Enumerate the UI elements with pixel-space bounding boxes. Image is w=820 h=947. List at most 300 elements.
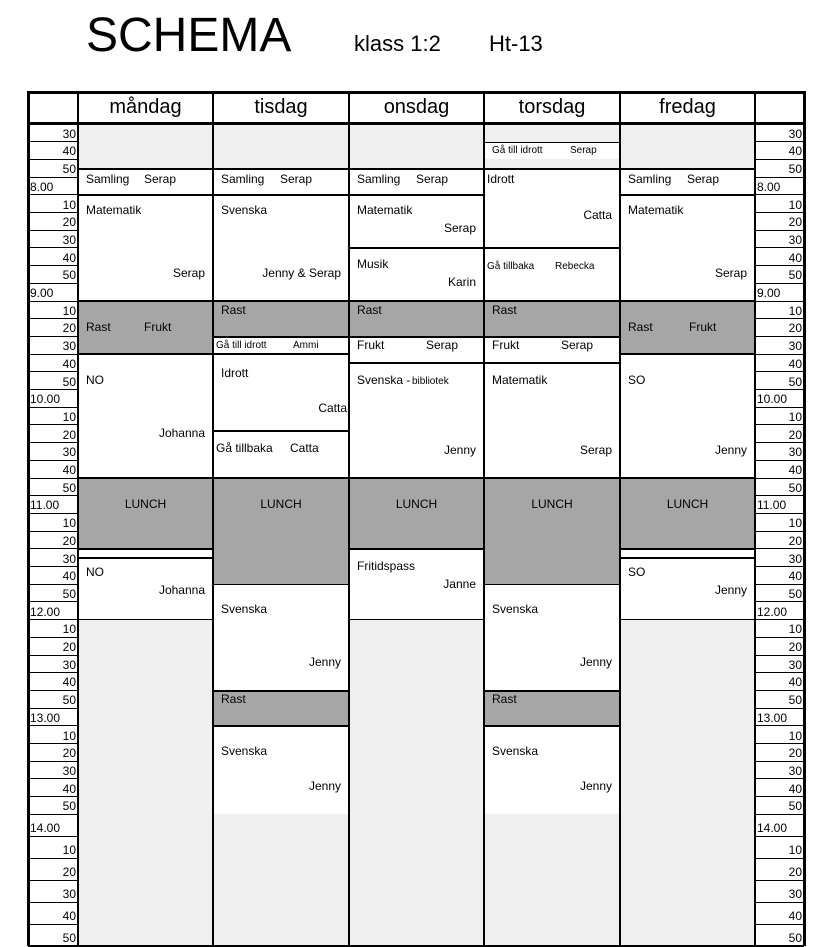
time-row-line [755,548,804,549]
event-text: Svenska [221,202,268,217]
block-border [78,558,213,559]
block-border [620,478,755,479]
time-row-line [755,814,804,815]
time-row-line [28,601,78,602]
schedule-block [349,620,484,947]
time-label-left: 40 [62,356,76,371]
event-text: Svenska - [357,372,411,387]
time-label-left: 40 [62,569,76,584]
time-row-line [755,637,804,638]
time-row-line [28,301,78,302]
block-border [349,363,484,364]
time-label-left: 10 [62,843,76,858]
block-border [78,301,213,302]
schedule-block [78,478,213,549]
time-label-right: 20 [788,427,802,442]
time-row-line [28,725,78,726]
schedule-block [620,478,755,549]
time-row-line [755,389,804,390]
time-label-right: 20 [788,865,802,880]
time-label-left: 30 [62,763,76,778]
event-text: Samling [357,172,401,187]
time-label-left: 10 [62,728,76,743]
event-text: Fritidspass [357,558,416,573]
time-row-line [755,495,804,496]
schedule-block [213,584,349,690]
event-text: Gå tillbaka [487,260,535,272]
block-border [213,726,349,727]
event-text: Serap [570,144,597,156]
day-header: tisdag [254,96,308,118]
time-label-right: 50 [788,374,802,389]
time-label-left: 10 [62,622,76,637]
block-border [484,584,620,585]
time-row-line [755,177,804,178]
time-label-right: 12.00 [757,604,788,619]
event-text: Rast [492,303,517,317]
schedule-block [349,478,484,549]
time-row-line [755,778,804,779]
block-border [620,168,755,169]
time-row-line [755,924,804,925]
time-label-right: 30 [788,232,802,247]
time-row-line [755,265,804,266]
time-row-line [755,159,804,160]
time-label-left: 12.00 [30,604,61,619]
schedule-block [349,336,484,363]
schedule-block [349,168,484,195]
time-label-right: 10 [788,728,802,743]
schedule-block [213,690,349,725]
schedule-block [213,168,349,195]
event-text: Idrott [221,366,249,381]
block-border [484,301,620,302]
time-row-line [28,265,78,266]
time-label-left: 50 [62,374,76,389]
time-label-right: 10 [788,303,802,318]
time-row-line [755,371,804,372]
time-row-line [28,336,78,337]
block-border [213,195,349,196]
time-label-right: 10.00 [757,392,788,407]
schedule-block [620,620,755,947]
header-bottom-border [28,122,804,125]
event-text: Ammi [293,340,319,352]
schedule-block [484,336,620,363]
event-text: Svenska [221,743,268,758]
schedule-block [484,478,620,584]
time-row-line [755,354,804,355]
event-text: Serap [426,338,459,353]
event-text: Serap [687,172,720,187]
time-row-line [28,672,78,673]
event-text: Jenny [579,778,612,793]
block-border [349,168,484,169]
event-text: Svenska [492,743,539,758]
schedule-block [484,690,620,725]
time-label-right: 10 [788,516,802,531]
time-label-right: 11.00 [757,498,787,513]
time-label-right: 50 [788,799,802,814]
event-text: LUNCH [531,497,573,511]
time-label-right: 50 [788,586,802,601]
event-text: Jenny [579,655,612,670]
time-row-line [28,442,78,443]
block-border [213,690,349,691]
time-label-right: 20 [788,215,802,230]
time-row-line [755,513,804,514]
event-text: Frukt [357,338,385,353]
time-row-line [755,796,804,797]
event-text: Serap [561,338,594,353]
block-border [484,690,620,691]
event-text: Idrott [487,172,515,187]
time-row-line [28,141,78,142]
block-border [620,558,755,559]
time-row-line [755,655,804,656]
schedule-block [213,354,349,430]
time-row-line [755,336,804,337]
time-label-left: 30 [62,887,76,902]
block-border [78,354,213,355]
event-text: Jenny [714,582,747,597]
time-label-left: 50 [62,162,76,177]
day-header: torsdag [518,96,586,118]
block-border [78,195,213,196]
schedule-block [620,301,755,354]
time-row-line [28,354,78,355]
block-border [213,301,349,302]
time-row-line [28,389,78,390]
time-label-right: 40 [788,250,802,265]
event-text: Frukt [492,338,520,353]
time-label-left: 50 [62,931,76,946]
event-text: Catta [318,401,347,416]
event-text: LUNCH [124,497,167,511]
time-row-line [755,601,804,602]
time-label-left: 14.00 [30,821,61,836]
time-row-line [28,478,78,479]
time-label-right: 10 [788,622,802,637]
page-title: SCHEMA [86,9,292,62]
time-row-line [28,194,78,195]
time-label-left: 10 [62,197,76,212]
time-row-line [755,619,804,620]
block-border [620,195,755,196]
time-label-right: 20 [788,746,802,761]
time-label-left: 10.00 [30,392,61,407]
time-row-line [755,212,804,213]
time-row-line [28,836,78,837]
schedule-block [484,142,620,160]
time-label-left: 40 [62,675,76,690]
block-border [349,336,484,337]
time-label-left: 40 [62,144,76,159]
time-label-right: 30 [788,551,802,566]
schedule-block [484,726,620,815]
event-text: Samling [86,172,130,187]
time-label-left: 9.00 [30,286,54,300]
schedule-block [213,726,349,815]
time-row-line [28,212,78,213]
schedule-block [620,124,755,168]
time-label-left: 40 [62,781,76,796]
time-row-line [755,743,804,744]
time-label-right: 50 [788,931,802,946]
schedule-block [620,168,755,195]
time-label-left: 8.00 [30,179,54,194]
time-label-right: 40 [788,356,802,371]
time-label-left: 20 [62,427,76,442]
event-text: Matematik [492,372,548,387]
time-row-line [28,708,78,709]
event-text: Samling [628,172,672,187]
block-border [484,142,620,143]
block-border [484,168,620,169]
block-border [213,168,349,169]
time-row-line [755,141,804,142]
event-text: Karin [447,274,476,289]
schedule-block [484,248,620,301]
term-label: Ht-13 [489,31,543,56]
block-border [484,248,620,249]
time-label-left: 50 [62,799,76,814]
block-border [349,301,484,302]
time-label-right: 30 [788,657,802,672]
time-label-left: 30 [62,232,76,247]
time-row-line [28,796,78,797]
time-label-right: 30 [788,126,802,141]
block-border [349,195,484,196]
block-border [78,549,213,550]
time-row-line [755,566,804,567]
schedule-block [484,159,620,168]
time-label-right: 20 [788,321,802,336]
event-text: LUNCH [666,497,709,511]
event-text: bibliotek [412,375,449,387]
schedule-block [620,195,755,301]
time-row-line [28,513,78,514]
time-row-line [28,159,78,160]
event-text: LUNCH [395,497,438,511]
block-border [620,549,755,550]
time-label-right: 10 [788,843,802,858]
time-label-right: 40 [788,675,802,690]
schedule-block [78,124,213,168]
column-separator [803,91,806,946]
time-label-left: 50 [62,480,76,495]
schedule-block [213,478,349,584]
time-label-left: 20 [62,533,76,548]
time-row-line [28,495,78,496]
column-separator [348,91,350,946]
time-label-right: 50 [788,693,802,708]
event-text: Rast [492,692,517,707]
time-label-right: 40 [788,463,802,477]
time-label-left: 30 [62,657,76,672]
block-border [78,478,213,479]
time-row-line [755,836,804,837]
time-label-left: 10 [62,516,76,531]
time-label-left: 20 [62,746,76,761]
time-label-right: 20 [788,533,802,548]
time-label-left: 50 [62,586,76,601]
block-border [213,430,349,431]
time-row-line [28,619,78,620]
schedule-block [620,558,755,620]
time-label-right: 50 [788,480,802,495]
schedule-block [484,124,620,142]
block-border [213,336,349,337]
schedule-block [349,363,484,478]
time-row-line [28,655,78,656]
event-text: Matematik [628,202,684,217]
column-separator [619,91,621,946]
frame-top [28,91,804,94]
time-label-right: 40 [788,909,802,924]
event-text: NO [86,373,104,388]
event-text: Serap [416,172,449,187]
block-border [213,354,349,355]
event-text: Jenny & Serap [262,265,341,280]
block-border [349,549,484,550]
schedule-block [349,124,484,168]
class-label: klass 1:2 [354,31,441,56]
event-text: Serap [172,265,205,280]
time-label-left: 50 [62,268,76,283]
time-row-line [755,708,804,709]
event-text: Serap [714,265,747,280]
event-text: Frukt [144,320,172,334]
time-row-line [755,761,804,762]
time-row-line [28,814,78,815]
time-label-left: 20 [62,865,76,880]
block-border [484,363,620,364]
time-row-line [755,424,804,425]
event-text: Johanna [158,582,205,597]
event-text: Serap [579,442,612,457]
time-label-left: 40 [62,909,76,924]
time-row-line [755,858,804,859]
event-text: Serap [144,172,177,187]
day-header: måndag [109,96,182,118]
time-label-left: 20 [62,321,76,336]
schedule-block [484,584,620,690]
event-text: Rast [221,692,246,707]
time-row-line [755,902,804,903]
time-label-right: 50 [788,268,802,283]
day-header: onsdag [383,96,450,118]
time-row-line [755,531,804,532]
schedule-block [213,430,349,478]
column-separator [212,91,214,946]
time-label-right: 30 [788,887,802,902]
schedule-block [213,195,349,301]
time-label-left: 11.00 [30,498,60,513]
event-text: Gå tillbaka [216,441,273,456]
event-text: Rast [357,303,382,317]
schedule-block [484,301,620,336]
schedule-block [349,301,484,336]
time-label-right: 30 [788,763,802,778]
schedule-block [78,620,213,947]
time-row-line [28,424,78,425]
time-row-line [755,442,804,443]
event-text: Serap [443,220,476,235]
event-text: Musik [357,256,389,271]
column-separator [27,91,30,946]
event-text: Serap [280,172,313,187]
time-label-right: 8.00 [757,179,781,194]
schedule-block [213,301,349,336]
time-row-line [28,902,78,903]
event-text: Rast [221,303,246,317]
time-label-left: 10 [62,409,76,424]
schedule-block [349,549,484,620]
time-row-line [755,247,804,248]
event-text: Rast [628,320,653,334]
time-label-left: 13.00 [30,710,61,725]
time-row-line [755,690,804,691]
time-label-right: 30 [788,445,802,460]
time-row-line [28,778,78,779]
time-label-right: 10 [788,197,802,212]
time-row-line [28,460,78,461]
schedule-block [484,363,620,478]
event-text: LUNCH [260,497,302,511]
time-row-line [755,230,804,231]
event-text: Catta [583,208,612,223]
schedule-block [78,168,213,195]
time-label-left: 40 [62,463,76,477]
time-row-line [28,761,78,762]
event-text: Johanna [158,426,205,441]
time-label-left: 30 [62,339,76,354]
time-row-line [755,672,804,673]
event-text: Rast [86,320,111,334]
schedule-block [78,354,213,478]
time-row-line [28,566,78,567]
event-text: Jenny [714,443,747,458]
event-text: Svenska [221,602,268,617]
block-border [620,301,755,302]
time-row-line [28,858,78,859]
time-label-left: 20 [62,640,76,654]
time-row-line [28,548,78,549]
event-text: Frukt [689,320,717,334]
column-separator [483,91,485,946]
schedule-block [78,301,213,354]
time-row-line [28,584,78,585]
time-row-line [755,880,804,881]
schedule-block [349,195,484,248]
column-separator [77,91,79,946]
time-row-line [28,924,78,925]
time-row-line [28,230,78,231]
time-row-line [28,743,78,744]
time-row-line [755,194,804,195]
block-border [213,478,349,479]
event-text: NO [86,564,104,579]
time-label-left: 30 [62,445,76,460]
time-row-line [28,531,78,532]
time-row-line [755,407,804,408]
event-text: Catta [290,441,319,456]
time-label-left: 20 [62,215,76,230]
schedule-block [78,558,213,620]
event-text: Matematik [357,202,413,217]
time-label-right: 10 [788,409,802,424]
